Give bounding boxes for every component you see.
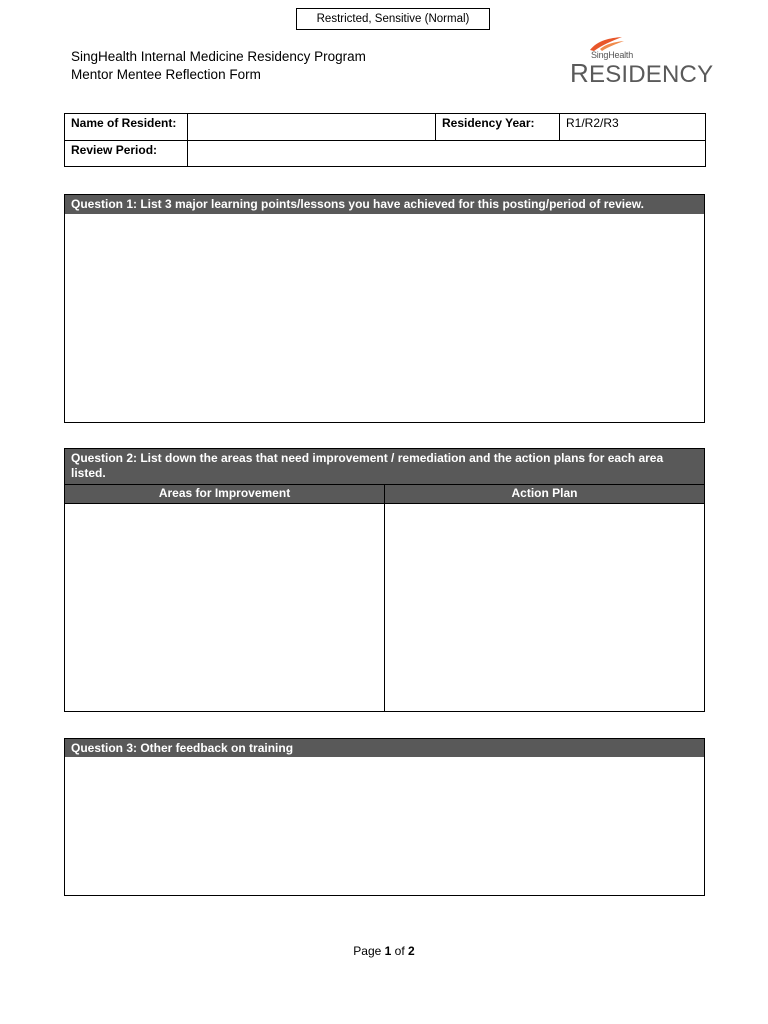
question-3-box <box>64 738 705 896</box>
action-plan-area[interactable] <box>385 504 704 711</box>
name-label: Name of Resident: <box>65 114 188 141</box>
form-header <box>71 48 366 84</box>
name-field[interactable] <box>188 114 436 141</box>
logo-big-text: RESIDENCY <box>570 58 714 88</box>
form-title: Mentor Mentee Reflection Form <box>71 67 261 82</box>
question-2-title: Question 2: List down the areas that need improvement / remediation and the action plans for each area listed. <box>65 449 704 484</box>
logo-small-text: SingHealth <box>591 50 634 60</box>
singhealth-residency-logo <box>568 36 714 88</box>
period-field[interactable] <box>188 140 706 167</box>
classification-label: Restricted, Sensitive (Normal) <box>296 8 490 30</box>
page-number: Page 1 of 2 <box>353 944 415 958</box>
question-1-answer-area[interactable] <box>65 214 704 422</box>
question-2-column-headers <box>65 484 704 503</box>
action-plan-header: Action Plan <box>511 486 578 500</box>
areas-for-improvement-area[interactable] <box>65 504 385 711</box>
question-3-title: Question 3: Other feedback on training <box>65 739 704 757</box>
year-label: Residency Year: <box>436 114 560 141</box>
program-title: SingHealth Internal Medicine Residency Program <box>71 49 366 64</box>
areas-for-improvement-header: Areas for Improvement <box>65 485 385 503</box>
question-2-answer-columns <box>65 503 704 711</box>
year-field[interactable]: R1/R2/R3 <box>560 114 706 141</box>
question-1-box <box>64 194 705 423</box>
question-2-box <box>64 448 705 712</box>
question-3-answer-area[interactable] <box>65 757 704 895</box>
resident-info-table <box>64 113 706 167</box>
question-1-title: Question 1: List 3 major learning points/lessons you have achieved for this posting/period of review. <box>65 195 704 214</box>
period-label: Review Period: <box>65 140 188 167</box>
